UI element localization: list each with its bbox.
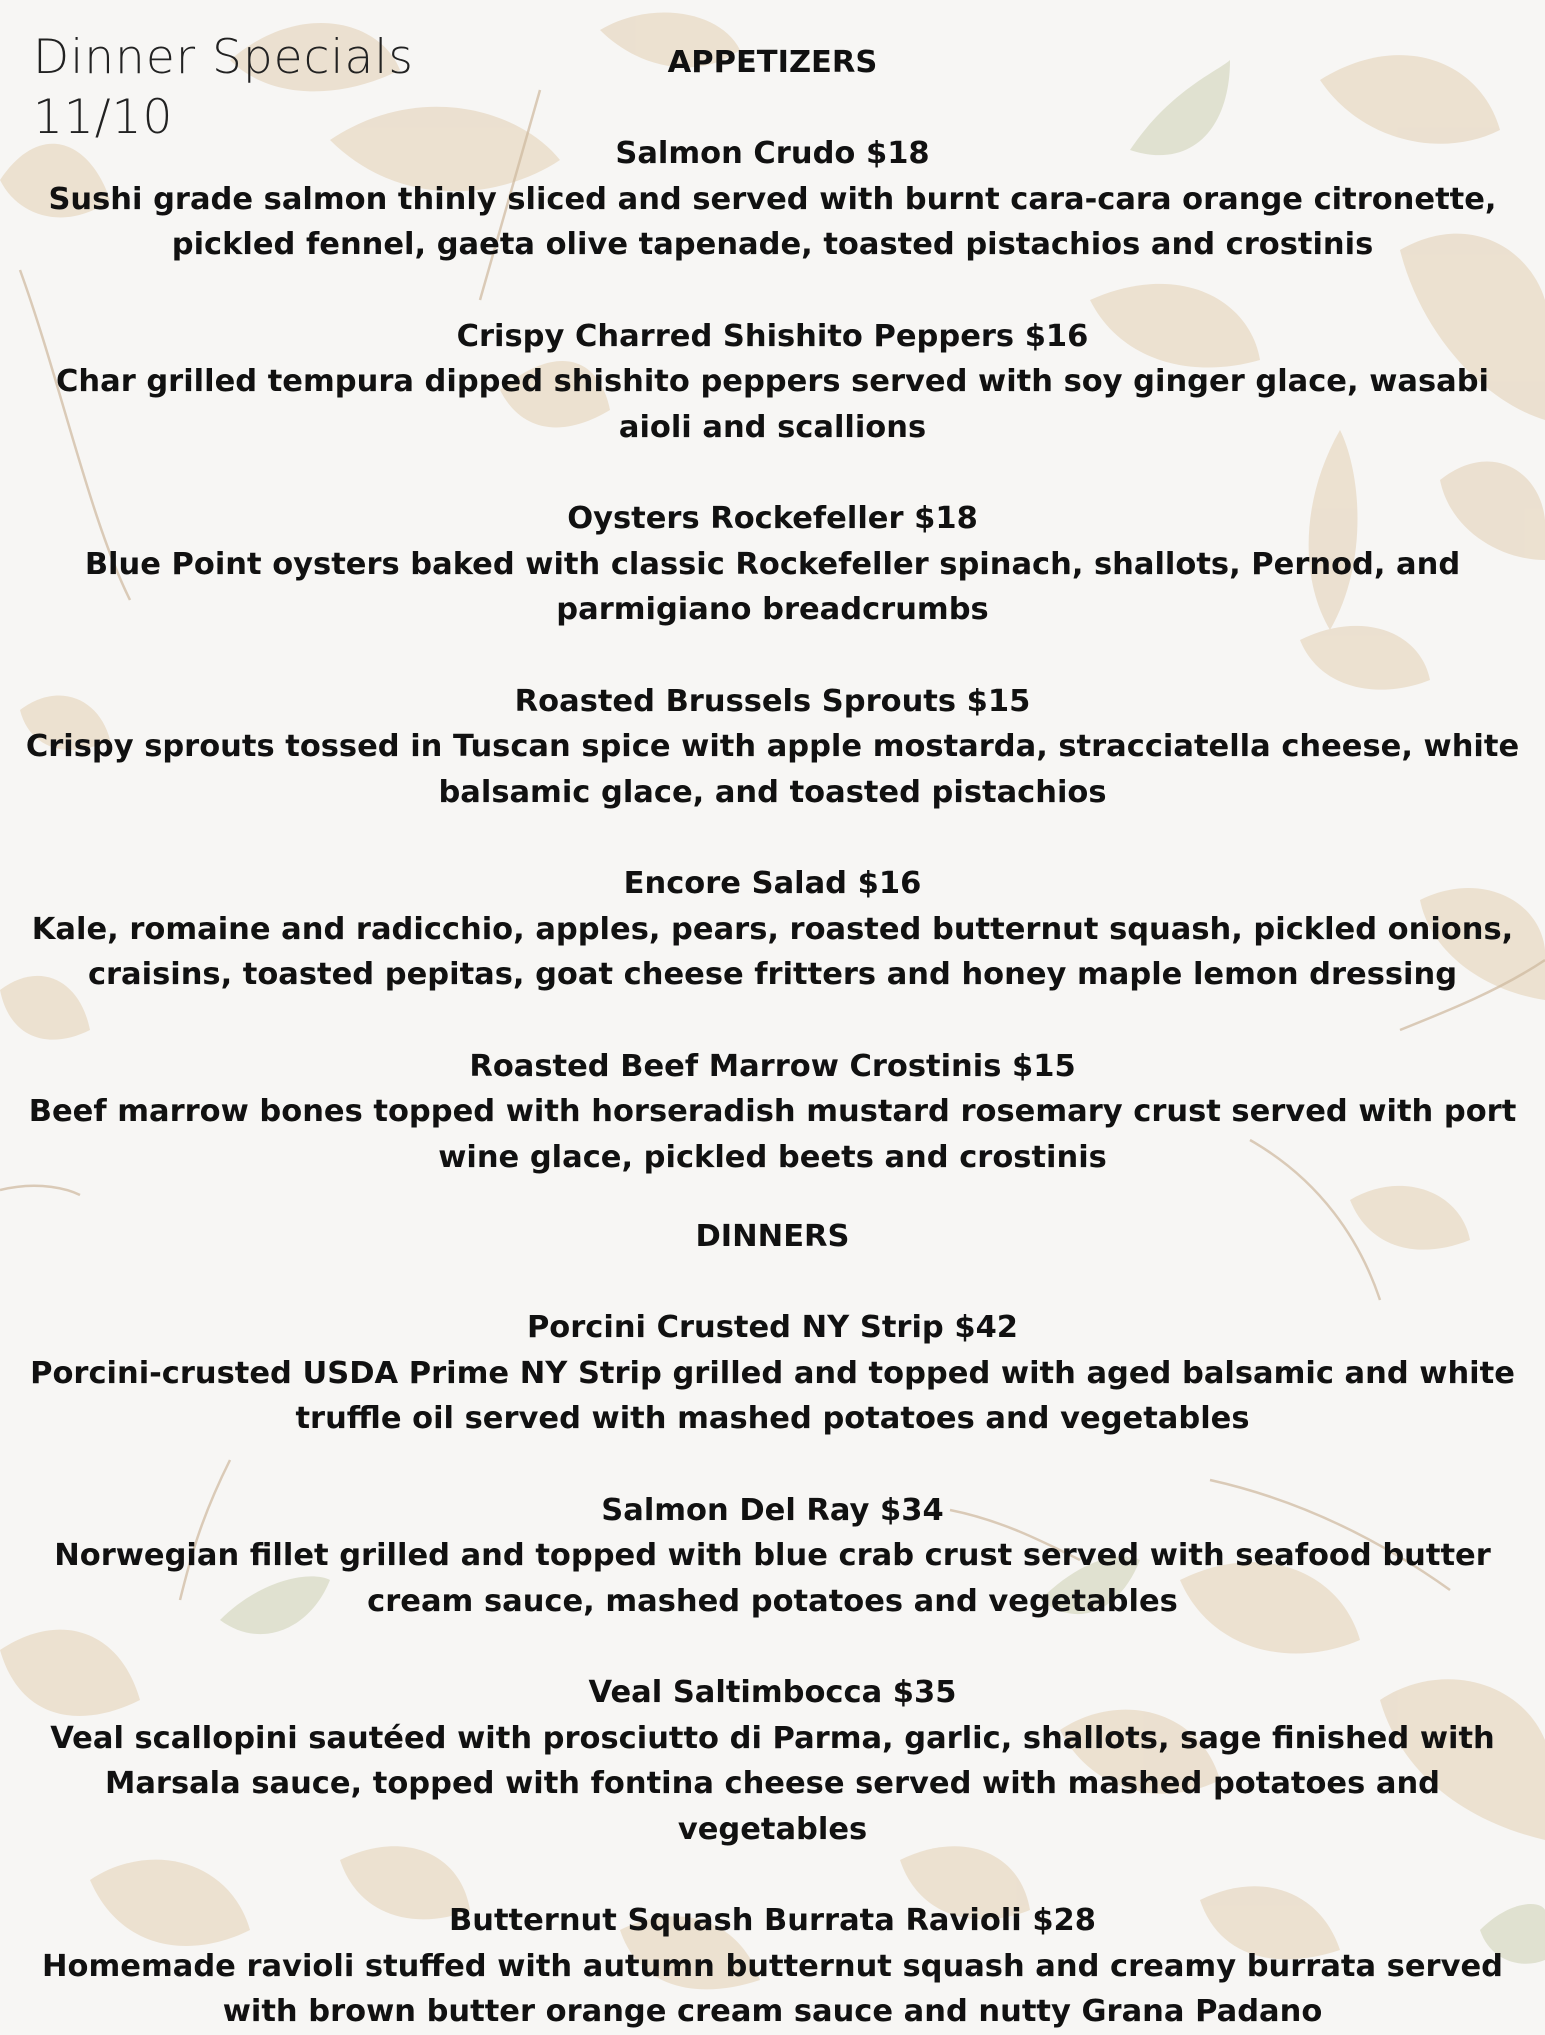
menu-item	[18, 131, 1527, 268]
menu-item-description: Char grilled tempura dipped shishito peppers served with soy ginger glace, wasabi aioli and scallions	[56, 364, 1489, 445]
menu-item	[18, 496, 1527, 633]
menu-item-name: Encore Salad $16	[623, 866, 922, 901]
menu-item-description: Beef marrow bones topped with horseradish mustard rosemary crust served with port wine glace, pickled beets and crostinis	[28, 1094, 1517, 1175]
menu-item	[18, 314, 1527, 451]
menu-item-name: Roasted Brussels Sprouts $15	[514, 683, 1031, 719]
menu-item-description: Norwegian fillet grilled and topped with blue crab crust served with seafood butter cream sauce, mashed potatoes and vegetables	[54, 1538, 1491, 1619]
page-title-date: 11/10	[33, 90, 174, 145]
menu-item-name: Oysters Rockefeller $18	[567, 501, 978, 536]
menu-item-name: Salmon Del Ray $34	[601, 1492, 944, 1528]
dinners-heading: DINNERS	[695, 1219, 850, 1254]
menu-item	[18, 1305, 1527, 1442]
menu-item-name: Crispy Charred Shishito Peppers $16	[456, 318, 1089, 354]
menu-item-name: Butternut Squash Burrata Ravioli $28	[448, 1903, 1096, 1938]
menu-item-description: Kale, romaine and radicchio, apples, pears, roasted butternut squash, pickled onions, craisins, toasted pepitas, goat cheese fritters and honey maple lemon dressing	[31, 911, 1514, 992]
menu-item	[18, 1898, 1527, 2035]
menu-item-name: Roasted Beef Marrow Crostinis $15	[469, 1048, 1076, 1084]
menu-item-description: Crispy sprouts tossed in Tuscan spice with apple mostarda, stracciatella cheese, white balsamic glace, and toasted pistachios	[25, 729, 1520, 810]
menu-item-name: Porcini Crusted NY Strip $42	[526, 1310, 1019, 1345]
menu-item-description: Homemade ravioli stuffed with autumn butternut squash and creamy burrata served with brown butter orange cream sauce and nutty Grana Padano	[42, 1948, 1503, 2029]
menu-item-name: Salmon Crudo $18	[615, 136, 930, 171]
menu-item-description: Blue Point oysters baked with classic Rockefeller spinach, shallots, Pernod, and parmigiano breadcrumbs	[84, 546, 1461, 627]
menu-item	[18, 679, 1527, 816]
page-title-heading: Dinner Specials	[33, 30, 414, 85]
menu-item	[18, 1670, 1527, 1852]
menu-item-description: Sushi grade salmon thinly sliced and served with burnt cara-cara orange citronette, pickled fennel, gaeta olive tapenade, toasted pistachios and crostinis	[48, 181, 1497, 262]
menu-item	[18, 1488, 1527, 1625]
menu-item	[18, 861, 1527, 998]
menu-item	[18, 1044, 1527, 1181]
menu-item-name: Veal Saltimbocca $35	[588, 1675, 957, 1710]
menu-item-description: Porcini-crusted USDA Prime NY Strip grilled and topped with aged balsamic and white truffle oil served with mashed potatoes and vegetables	[30, 1355, 1515, 1436]
menu	[18, 40, 1527, 2035]
menu-item-description: Veal scallopini sautéed with prosciutto di Parma, garlic, shallots, sage finished with Marsala sauce, topped with fontina cheese served with mashed potatoes and vegetables	[50, 1720, 1495, 1847]
appetizers-heading: APPETIZERS	[667, 45, 878, 80]
